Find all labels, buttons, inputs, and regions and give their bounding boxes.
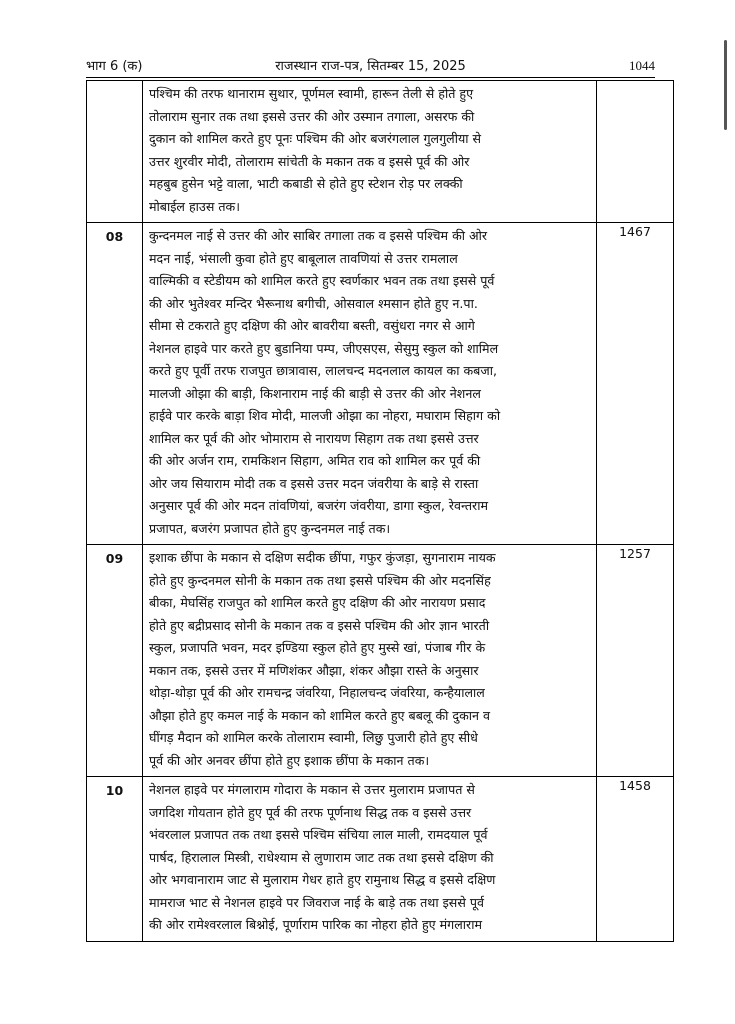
description-line: ओर जय सियाराम मोदी तक व इससे उत्तर मदन जंवरीया के बाड़े से रास्ता: [149, 475, 479, 491]
population-count: 1467: [597, 223, 674, 545]
ward-number: 09: [87, 545, 143, 777]
population-count: [597, 81, 674, 223]
header-rule: [86, 77, 655, 78]
description-line: की ओर अर्जन राम, रामकिशन सिहाग, अमित राव को शामिल कर पूर्व की: [149, 453, 481, 468]
description-line: प्रजापत, बजरंग प्रजापत होते हुए कुन्दनमल नाई तक।: [149, 520, 391, 536]
population-count: 1257: [597, 545, 674, 777]
description-line: घींगड़ मैदान को शामिल करके तोलाराम स्वामी, लिछु पुजारी होते हुए सीधे: [149, 730, 478, 745]
description-line: मदन नाई, भंसाली कुवा होते हुए बाबूलाल तावणियां से उत्तर रामलाल: [149, 250, 458, 266]
description-line: बीका, मेघसिंह राजपुत को शामिल करते हुए दक्षिण की ओर नारायण प्रसाद: [149, 595, 486, 610]
ward-boundary-table: [86, 80, 674, 942]
table-row: [87, 777, 674, 942]
description-line: की ओर रामेश्वरलाल बिश्नोई, पूर्णाराम पारिक का नोहरा होते हुए मंगलाराम: [149, 917, 482, 932]
description-line: पूर्व की ओर अनवर छींपा होते हुए इशाक छींपा के मकान तक।: [149, 752, 430, 768]
description-line: हाईवे पार करके बाड़ा शिव मोदी, मालजी ओझा का नोहरा, मघाराम सिहाग को: [149, 408, 501, 423]
description-line: स्कुल, प्रजापति भवन, मदर इण्डिया स्कुल होते हुए मुस्से खां, पंजाब गीर के: [149, 640, 486, 655]
part-label: भाग 6 (क): [86, 59, 143, 74]
boundary-description: [143, 545, 597, 777]
description-line: मोबाईल हाउस तक।: [149, 198, 240, 214]
description-line: शामिल कर पूर्व की ओर भोमाराम से नारायण सिहाग तक तथा इससे उत्तर: [149, 430, 479, 446]
description-line: पश्चिम की तरफ थानाराम सुथार, पूर्णमल स्वामी, हारून तेली से होते हुए: [149, 86, 474, 101]
description-line: औझा होते हुए कमल नाई के मकान को शामिल करते हुए बबलू की दुकान व: [149, 707, 491, 723]
description-line: होते हुए कुन्दनमल सोनी के मकान तक तथा इससे पश्चिम की ओर मदनसिंह: [149, 572, 491, 588]
boundary-description: [143, 777, 597, 942]
description-line: अनुसार पूर्व की ओर मदन तांवणियां, बजरंग जंवरीया, डागा स्कुल, रेवन्तराम: [149, 498, 489, 513]
description-line: दुकान को शामिल करते हुए पूनः पश्चिम की ओर बजरंगलाल गुलगुलीया से: [149, 131, 482, 146]
ward-number: [87, 81, 143, 223]
description-line: मामराज भाट से नेशनल हाइवे पर जिवराज नाई के बाड़े तक तथा इससे पूर्व: [149, 894, 484, 910]
table-row: [87, 81, 674, 223]
description-line: करते हुए पूर्वी तरफ राजपुत छात्रावास, लालचन्द मदनलाल कायल का कबजा,: [149, 363, 497, 378]
gazette-title: राजस्थान राज-पत्र, सितम्बर 15, 2025: [275, 59, 466, 74]
description-line: नेशनल हाइवे पार करते हुए बुडानिया पम्प, जीएसएस, सेसुमु स्कुल को शामिल: [149, 340, 499, 356]
description-line: होते हुए बद्रीप्रसाद सोनी के मकान तक व इससे पश्चिम की ओर ज्ञान भारती: [149, 617, 490, 633]
description-line: भंवरलाल प्रजापत तक तथा इससे पश्चिम संचिया लाल माली, रामदयाल पूर्व: [149, 827, 488, 842]
description-line: सीमा से टकराते हुए दक्षिण की ओर बावरीया बस्ती, वसुंधरा नगर से आगे: [149, 318, 475, 333]
description-line: उत्तर शुरवीर मोदी, तोलाराम सांचेती के मकान तक व इससे पूर्व की ओर: [149, 153, 470, 169]
page-number: 1044: [629, 58, 655, 73]
ward-number: 10: [87, 777, 143, 942]
boundary-description: [143, 223, 597, 545]
boundary-description: [143, 81, 597, 223]
description-line: की ओर भुतेश्वर मन्दिर भैरूनाथ बगीची, ओसवाल श्मसान होते हुए न.पा.: [149, 295, 478, 311]
table-row: [87, 545, 674, 777]
description-line: मकान तक, इससे उत्तर में मणिशंकर औझा, शंकर औझा रास्ते के अनुसार: [149, 662, 479, 678]
population-count: 1458: [597, 777, 674, 942]
table-row: [87, 223, 674, 545]
description-line: पार्षद, हिरालाल मिस्त्री, राधेश्याम से लुणाराम जाट तक तथा इससे दक्षिण की: [149, 849, 494, 865]
description-line: वाल्मिकी व स्टेडीयम को शामिल करते हुए स्वर्णकार भवन तक तथा इससे पूर्व: [149, 273, 495, 288]
description-line: तोलाराम सुनार तक तथा इससे उत्तर की ओर उस्मान तगाला, असरफ की: [149, 108, 475, 124]
scrollbar[interactable]: [724, 40, 727, 130]
description-line: महबुब हुसेन भट्टे वाला, भाटी कबाडी से होते हुए स्टेशन रोड़ पर लक्की: [149, 176, 463, 191]
description-line: नेशनल हाइवे पर मंगलाराम गोदारा के मकान से उत्तर मुलाराम प्रजापत से: [149, 782, 475, 797]
description-line: इशाक छींपा के मकान से दक्षिण सदीक छींपा, गफुर कुंजड़ा, सुगनाराम नायक: [149, 550, 496, 565]
ward-number: 08: [87, 223, 143, 545]
description-line: थोड़ा-थोड़ा पूर्व की ओर रामचन्द्र जंवरिया, निहालचन्द जंवरिया, कन्हैयालाल: [149, 685, 485, 700]
description-line: मालजी ओझा की बाड़ी, किशनाराम नाई की बाड़ी से उत्तर की ओर नेशनल: [149, 385, 481, 401]
description-line: जगदिश गोयतान होते हुए पूर्व की तरफ पूर्णनाथ सिद्ध तक व इससे उत्तर: [149, 804, 472, 820]
description-line: कुन्दनमल नाई से उत्तर की ओर साबिर तगाला तक व इससे पश्चिम की ओर: [149, 228, 488, 243]
description-line: ओर भगवानाराम जाट से मुलाराम गेधर हाते हुए रामुनाथ सिद्ध व इससे दक्षिण: [149, 872, 496, 887]
